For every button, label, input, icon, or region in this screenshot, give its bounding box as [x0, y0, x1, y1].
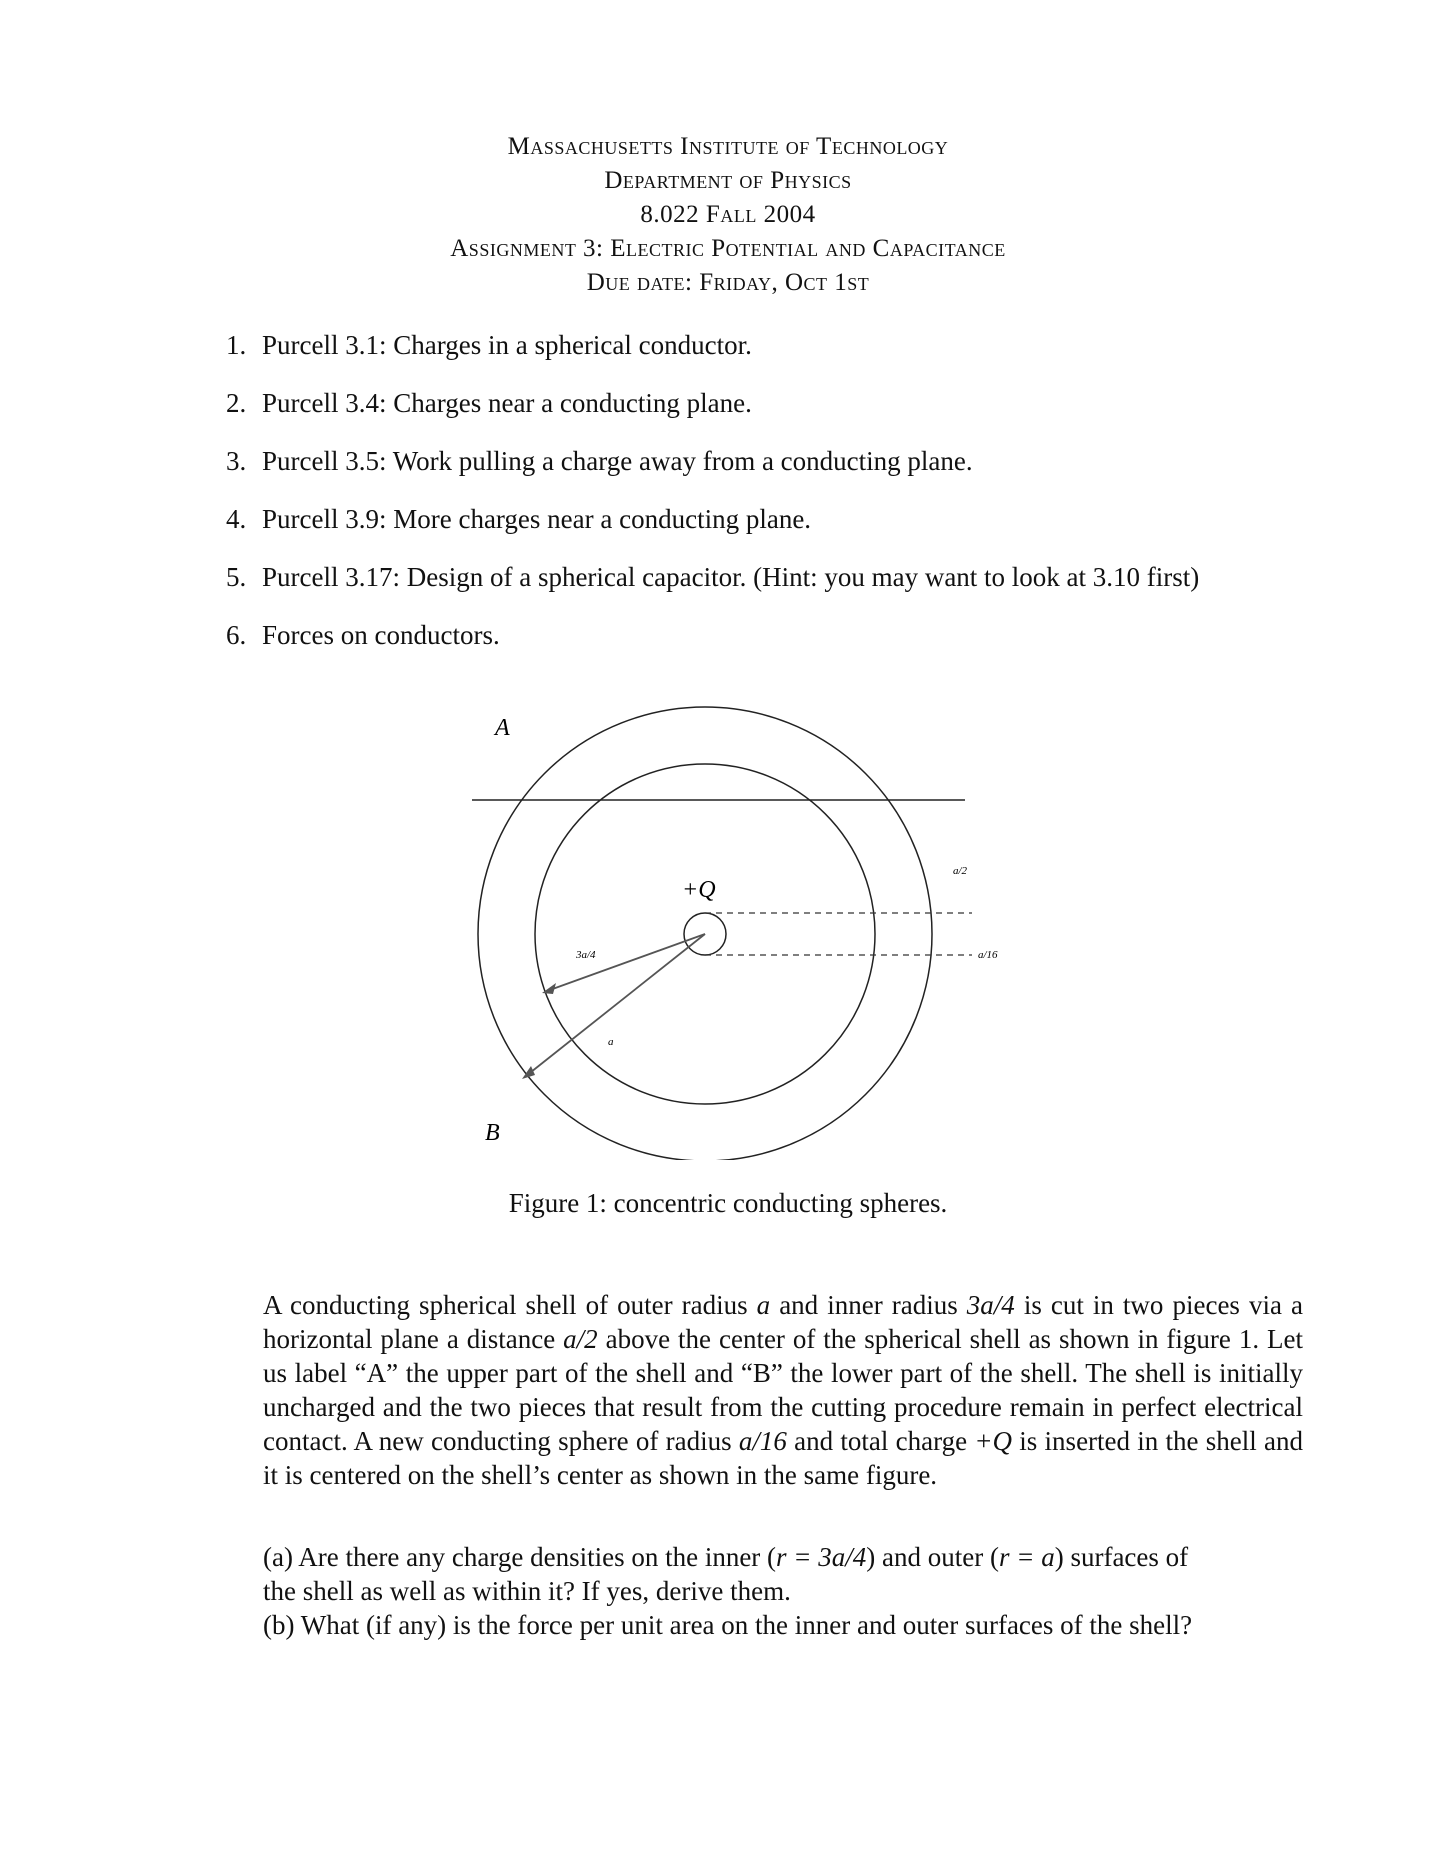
assignment-title: Assignment 3: Electric Potential and Capacitance: [450, 235, 1006, 262]
question-a-text: ) and outer (: [866, 1542, 999, 1572]
problem-text: Purcell 3.17: Design of a spherical capacitor. (Hint: you may want to look at 3.10 first): [262, 562, 1200, 592]
problem-description: [263, 1288, 1303, 1492]
para-text: A conducting spherical shell of outer radius: [263, 1290, 757, 1320]
problem-item: [226, 560, 1306, 594]
problem-item: [226, 328, 1306, 362]
problem-list: [226, 328, 1306, 676]
charge-label: +Q: [682, 877, 716, 903]
problem-text: Purcell 3.9: More charges near a conducting plane.: [262, 504, 812, 534]
plane-distance-label: a/2: [953, 865, 968, 877]
math-plane-distance: a/2: [563, 1324, 598, 1354]
problem-number: 1.: [226, 330, 247, 360]
problem-text: Forces on conductors.: [262, 620, 500, 650]
problem-text: Purcell 3.5: Work pulling a charge away from a conducting plane.: [262, 446, 973, 476]
outer-radius-label: a: [608, 1036, 614, 1048]
para-text: is cut in two pieces via a horizontal plane a distance: [263, 1290, 1303, 1354]
para-text: above the center of the spherical shell as shown in figure 1. Let us label “A” the upper part of the shell and “B” the lower part of the shell. The shell is initially uncharged and the two pieces that result from the cutting procedure remain in perfect electrical contact. A new conducting sphere of radius: [263, 1324, 1303, 1456]
para-text: is inserted in the shell and it is centered on the shell’s center as shown in the same figure.: [263, 1426, 1303, 1490]
math-charge: +Q: [974, 1426, 1013, 1456]
math-outer-radius: a: [756, 1290, 771, 1320]
outer-shell-circle: [478, 707, 932, 1160]
question-a-text: (a) Are there any charge densities on the inner (: [263, 1542, 777, 1572]
problem-number: 4.: [226, 504, 247, 534]
outer-radius-arrow: [526, 934, 705, 1076]
problem-item: [226, 502, 1306, 536]
question-a-text: ) surfaces of: [1054, 1542, 1189, 1572]
inner-radius-arrow: [547, 934, 705, 991]
problem-number: 2.: [226, 388, 247, 418]
document-header: [0, 130, 1456, 300]
question-b: (b) What (if any) is the force per unit area on the inner and outer surfaces of the shell?: [263, 1610, 1193, 1640]
math-outer-surface: r = a: [998, 1542, 1055, 1572]
figure-caption: Figure 1: concentric conducting spheres.: [508, 1188, 948, 1218]
problem-number: 3.: [226, 446, 247, 476]
question-a-line1: [263, 1540, 1303, 1574]
label-b: B: [485, 1120, 500, 1146]
math-sphere-radius: a/16: [738, 1426, 787, 1456]
math-inner-surface: r = 3a/4: [776, 1542, 867, 1572]
problem-text: Purcell 3.4: Charges near a conducting plane.: [262, 388, 752, 418]
problem-item: [226, 444, 1306, 478]
sphere-radius-label: a/16: [978, 949, 998, 961]
due-date: Due date: Friday, Oct 1st: [586, 269, 870, 296]
institute-name: Massachusetts Institute of Technology: [507, 133, 949, 160]
inner-radius-label: 3a/4: [576, 949, 596, 961]
question-list: [263, 1540, 1303, 1642]
course-name: 8.022 Fall 2004: [640, 201, 816, 228]
concentric-spheres-figure: [460, 700, 1020, 1160]
problem-number: 5.: [226, 562, 247, 592]
math-inner-radius: 3a/4: [966, 1290, 1015, 1320]
problem-text: Purcell 3.1: Charges in a spherical conductor.: [262, 330, 752, 360]
para-text: and total charge: [786, 1426, 975, 1456]
problem-number: 6.: [226, 620, 247, 650]
problem-item: [226, 386, 1306, 420]
problem-item: [226, 618, 1306, 652]
para-text: and inner radius: [770, 1290, 967, 1320]
label-a: A: [495, 715, 510, 741]
figure-diagram: [460, 700, 1020, 1160]
question-a-line2: the shell as well as within it? If yes, derive them.: [263, 1576, 791, 1606]
department-name: Department of Physics: [604, 167, 852, 194]
